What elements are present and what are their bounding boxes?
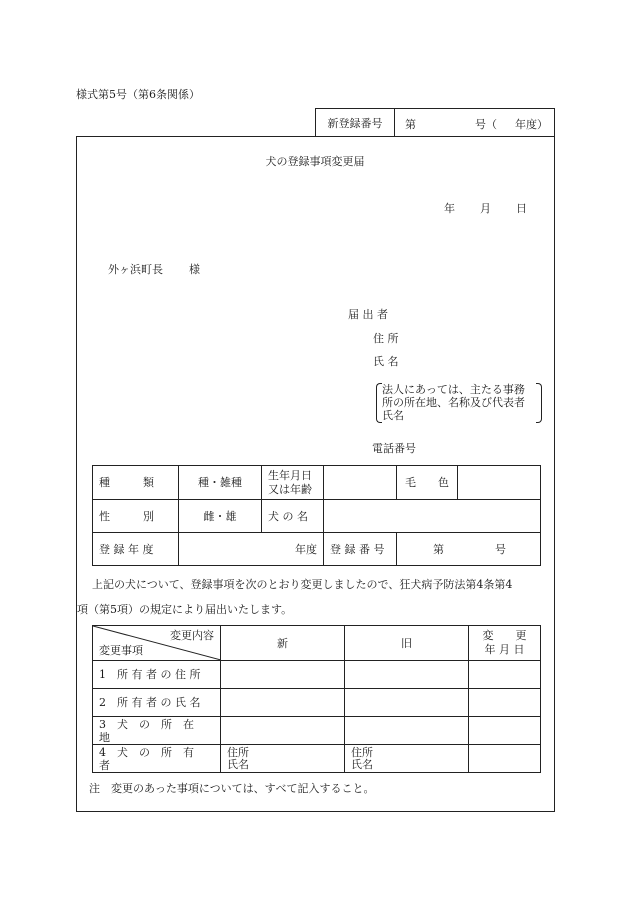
reg-no-go: 号 [495, 542, 506, 556]
row-label: 1 所 有 者 の 住 所 [93, 661, 221, 689]
date-cell[interactable] [469, 661, 541, 689]
form-number-label: 様式第5号（第6条関係） [76, 88, 200, 101]
old-owner-cell[interactable] [345, 745, 469, 773]
registration-number-field[interactable] [395, 109, 554, 137]
reg-year-suffix: 年度 [295, 542, 317, 556]
coat-field[interactable] [458, 466, 541, 500]
addressee-honorific: 様 [189, 263, 200, 276]
kind-label: 種 類 [93, 466, 179, 500]
new-cell[interactable] [221, 717, 345, 745]
date-day: 日 [516, 202, 527, 215]
new-cell[interactable] [221, 689, 345, 717]
col-date-line1: 変 更 [482, 629, 527, 642]
col-date-line2: 年 月 日 [484, 643, 525, 656]
registration-go: 号（ [475, 118, 497, 131]
dog-info-table [92, 465, 541, 566]
corporate-note [376, 383, 542, 423]
reg-year-label: 登 録 年 度 [93, 533, 179, 566]
new-owner-name-label: 氏名 [227, 757, 249, 771]
old-cell[interactable] [345, 661, 469, 689]
corner-cell [93, 626, 221, 661]
phone-label: 電話番号 [372, 442, 416, 455]
birth-label-line2: 又は年齢 [268, 482, 312, 496]
corner-bottom-label: 変更事項 [99, 644, 143, 657]
coat-label: 毛 色 [397, 466, 458, 500]
sex-label: 性 別 [93, 500, 179, 533]
date-year: 年 [444, 202, 455, 215]
birth-label-line1: 生年月日 [268, 468, 312, 482]
row-label: 3 犬 の 所 在 地 [93, 717, 221, 745]
corporate-note-line: 所の所在地、名称及び代表者 [382, 396, 525, 409]
date-cell[interactable] [469, 745, 541, 773]
statement-line2: 項（第5項）の規定により届出いたします。 [77, 603, 293, 616]
registration-number-box [315, 108, 555, 137]
change-table [92, 625, 541, 773]
new-owner-address-label: 住所 [227, 745, 249, 759]
col-old-header: 旧 [345, 626, 469, 661]
row-label: 4 犬 の 所 有 者 [93, 745, 221, 773]
old-cell[interactable] [345, 717, 469, 745]
applicant-heading: 届 出 者 [348, 308, 388, 321]
registration-number-label: 新登録番号 [316, 109, 395, 137]
date-cell[interactable] [469, 689, 541, 717]
footer-note: 注 変更のあった事項については、すべて記入すること。 [89, 782, 375, 795]
reg-no-dai: 第 [433, 542, 444, 556]
reg-year-field[interactable] [179, 533, 324, 566]
applicant-address-label: 住 所 [373, 332, 399, 345]
new-cell[interactable] [221, 661, 345, 689]
date-month: 月 [480, 202, 491, 215]
statement-line1: 上記の犬について、登録事項を次のとおり変更しましたので、狂犬病予防法第4条第4 [92, 578, 513, 591]
birth-field[interactable] [324, 466, 397, 500]
sex-value[interactable]: 雌・雄 [179, 500, 262, 533]
old-owner-address-label: 住所 [351, 745, 373, 759]
date-cell[interactable] [469, 717, 541, 745]
applicant-name-label: 氏 名 [373, 355, 399, 368]
registration-dai: 第 [405, 118, 416, 131]
old-owner-name-label: 氏名 [351, 757, 373, 771]
old-cell[interactable] [345, 689, 469, 717]
corner-top-label: 変更内容 [170, 629, 214, 642]
form-title: 犬の登録事項変更届 [265, 155, 365, 168]
row-label: 2 所 有 者 の 氏 名 [93, 689, 221, 717]
corporate-note-line: 法人にあっては、主たる事務 [382, 383, 525, 396]
reg-no-label: 登 録 番 号 [324, 533, 397, 566]
kind-value[interactable]: 種・雑種 [179, 466, 262, 500]
corporate-note-line: 氏名 [382, 409, 404, 422]
addressee-name: 外ヶ浜町長 [108, 263, 163, 276]
col-new-header: 新 [221, 626, 345, 661]
col-date-header [469, 626, 541, 661]
dog-name-field[interactable] [324, 500, 541, 533]
birth-label [262, 466, 324, 500]
reg-no-field[interactable] [397, 533, 541, 566]
new-owner-cell[interactable] [221, 745, 345, 773]
dog-name-label: 犬 の 名 [262, 500, 324, 533]
registration-nendo: 年度） [515, 118, 548, 131]
